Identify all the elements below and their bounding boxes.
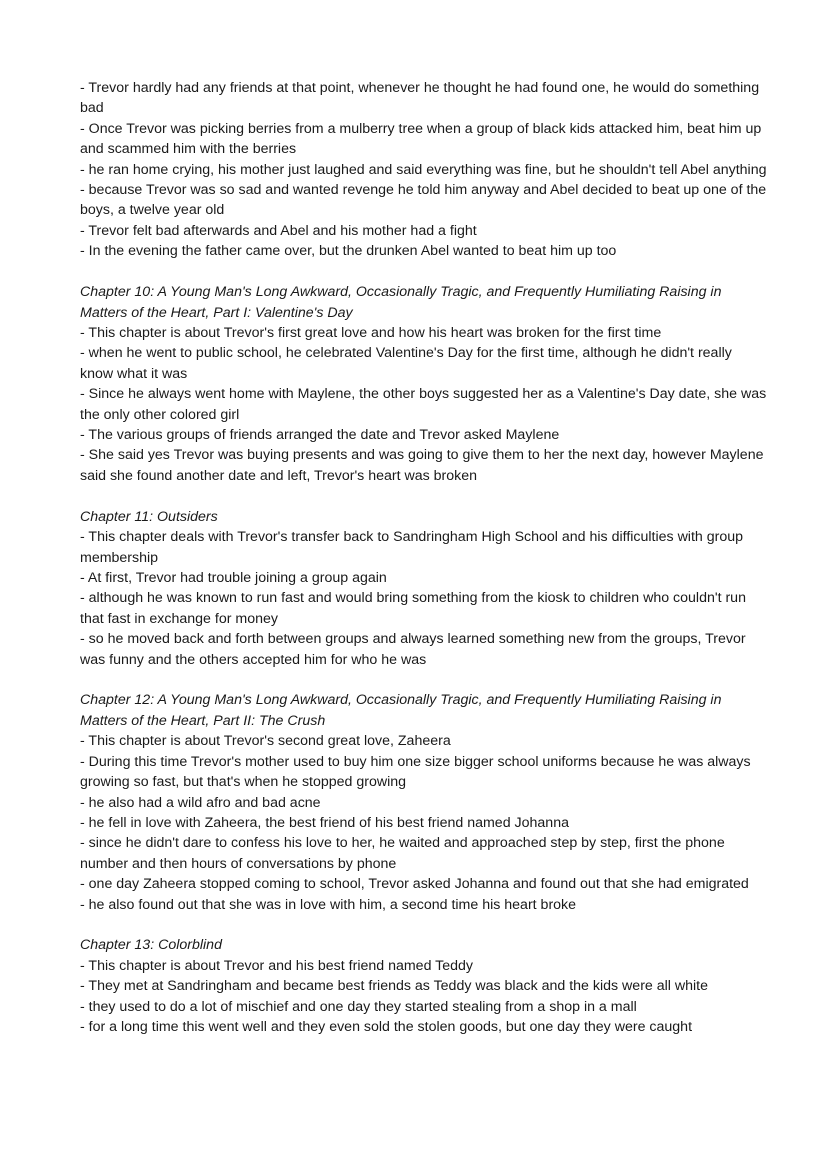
bullet-line: - Trevor hardly had any friends at that point, whenever he thought he had found one, he would do something bad xyxy=(80,80,760,117)
bullet-line: - Once Trevor was picking berries from a mulberry tree when a group of black kids attacked him, beat him up and scammed him with the berries xyxy=(80,120,762,158)
bullet-line: - Since he always went home with Maylene, the other boys suggested her as a Valentine's Day date, she was the only other colored girl xyxy=(80,386,767,423)
bullet-line: - In the evening the father came over, but the drunken Abel wanted to beat him up too xyxy=(80,243,617,260)
chapter-12-section xyxy=(80,690,768,914)
chapter-11-section xyxy=(80,507,768,670)
bullet-line: - for a long time this went well and they even sold the stolen goods, but one day they were caught xyxy=(80,1019,693,1036)
bullet-line: - They met at Sandringham and became best friends as Teddy was black and the kids were all white xyxy=(80,978,709,995)
bullet-line: - when he went to public school, he celebrated Valentine's Day for the first time, although he didn't really know what it was xyxy=(80,345,732,382)
bullet-line: - This chapter deals with Trevor's transfer back to Sandringham High School and his difficulties with group membership xyxy=(80,529,744,566)
bullet-line: - This chapter is about Trevor's first great love and how his heart was broken for the first time xyxy=(80,324,662,341)
chapter-heading: Chapter 12: A Young Man's Long Awkward, Occasionally Tragic, and Frequently Humiliating Raising in Matters of the Heart, Part II: The Crush xyxy=(80,692,722,729)
bullet-line: - he also found out that she was in love with him, a second time his heart broke xyxy=(80,896,577,913)
bullet-line: - The various groups of friends arranged the date and Trevor asked Maylene xyxy=(80,427,560,443)
bullet-line: - since he didn't dare to confess his love to her, he waited and approached step by step, first the phone number and then hours of conversations by phone xyxy=(80,835,725,872)
bullet-line: - During this time Trevor's mother used to buy him one size bigger school uniforms because he was always growing so fast, but that's when he stopped growing xyxy=(80,753,751,791)
bullet-line: - they used to do a lot of mischief and one day they started stealing from a shop in a mall xyxy=(80,998,637,1015)
bullet-line: - At first, Trevor had trouble joining a group again xyxy=(80,569,387,586)
bullet-line: - This chapter is about Trevor's second great love, Zaheera xyxy=(80,733,451,750)
bullet-line: - one day Zaheera stopped coming to school, Trevor asked Johanna and found out that she had emigrated xyxy=(80,876,749,893)
bullet-line: - although he was known to run fast and would bring something from the kiosk to children who couldn't run that fast in exchange for money xyxy=(80,590,746,627)
chapter-10-section xyxy=(80,282,768,486)
bullet-line: - She said yes Trevor was buying presents and was going to give them to her the next day, however Maylene said she found another date and left, Trevor's heart was broken xyxy=(80,447,764,484)
bullet-line: - he fell in love with Zaheera, the best friend of his best friend named Johanna xyxy=(80,814,569,831)
bullet-line: - he also had a wild afro and bad acne xyxy=(80,794,321,811)
bullet-line: - so he moved back and forth between groups and always learned something new from the groups, Trevor was funny and the others accepted him for who he was xyxy=(80,631,746,668)
chapter-13-section xyxy=(80,935,768,1037)
bullet-line: - because Trevor was so sad and wanted revenge he told him anyway and Abel decided to beat up one of the boys, a twelve year old xyxy=(80,182,767,219)
chapter-heading: Chapter 10: A Young Man's Long Awkward, Occasionally Tragic, and Frequently Humiliating Raising in Matters of the Heart, Part I: Valentine's Day xyxy=(80,284,722,321)
bullet-line: - Trevor felt bad afterwards and Abel and his mother had a fight xyxy=(80,222,477,239)
chapter-heading: Chapter 11: Outsiders xyxy=(80,508,218,525)
bullet-line: - This chapter is about Trevor and his best friend named Teddy xyxy=(80,957,474,974)
bullet-line: - he ran home crying, his mother just laughed and said everything was fine, but he shouldn't tell Abel anything xyxy=(80,161,767,178)
intro-section xyxy=(80,78,768,262)
chapter-heading: Chapter 13: Colorblind xyxy=(80,937,222,954)
